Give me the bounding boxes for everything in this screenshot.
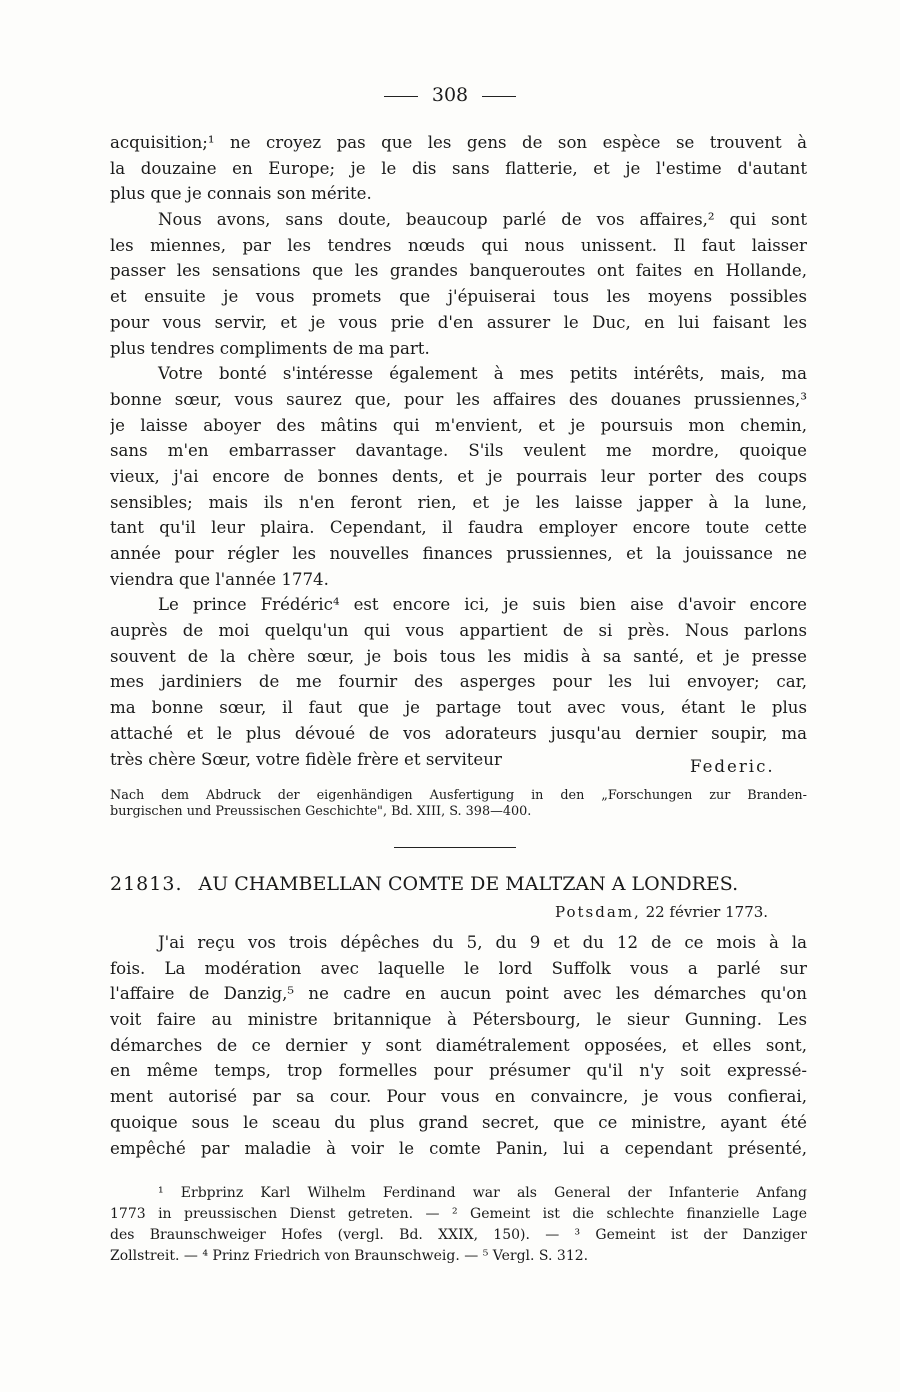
page-number: 308 bbox=[431, 84, 469, 106]
text-line: très chère Sœur, votre fidèle frère et serviteur bbox=[110, 749, 502, 769]
date: 22 février 1773. bbox=[645, 903, 769, 921]
text-line: en même temps, trop formelles pour présumer qu'il n'y soit expressé- bbox=[110, 1061, 807, 1081]
text-line: Votre bonté s'intéresse également à mes petits intérêts, mais, ma bbox=[158, 364, 807, 384]
text-line: les miennes, par les tendres nœuds qui nous unissent. Il faut laisser bbox=[110, 235, 807, 255]
text-line: et ensuite je vous promets que j'épuiserai tous les moyens possibles bbox=[110, 287, 807, 307]
signature: Federic. bbox=[690, 757, 775, 776]
text-line: fois. La modération avec laquelle le lord Suffolk vous a parlé sur bbox=[110, 958, 807, 978]
text-line: sans m'en embarrasser davantage. S'ils veulent me mordre, quoique bbox=[110, 441, 807, 461]
header-dash-right bbox=[482, 96, 516, 97]
page-header bbox=[0, 84, 900, 106]
text-line: ment autorisé par sa cour. Pour vous en convaincre, je vous confierai, bbox=[110, 1087, 807, 1107]
text-line: année pour régler les nouvelles finances prussiennes, et la jouissance ne bbox=[110, 544, 807, 563]
letter1-body bbox=[110, 130, 807, 772]
footnote-line: ¹ Erbprinz Karl Wilhelm Ferdinand war als General der Infanterie Anfang bbox=[158, 1185, 807, 1201]
section-divider bbox=[394, 847, 516, 848]
text-line: quoique sous le sceau du plus grand secret, que ce ministre, ayant été bbox=[110, 1112, 807, 1132]
footnote-line: 1773 in preussischen Dienst getreten. — ² Gemeint ist die schlechte finanzielle Lage bbox=[110, 1206, 807, 1222]
text-line: la douzaine en Europe; je le dis sans flatterie, et je l'estime d'autant bbox=[110, 158, 807, 178]
text-line: Nous avons, sans doute, beaucoup parlé de vos affaires,² qui sont bbox=[158, 210, 807, 230]
letter-heading bbox=[110, 873, 810, 895]
text-line: auprès de moi quelqu'un qui vous appartient de si près. Nous parlons bbox=[110, 621, 807, 641]
header-dash-left bbox=[384, 96, 418, 97]
text-line: viendra que l'année 1774. bbox=[110, 569, 329, 589]
source-note-line: burgischen und Preussischen Geschichte", Bd. XIII, S. 398—400. bbox=[110, 804, 532, 819]
text-line: plus tendres compliments de ma part. bbox=[110, 338, 430, 358]
place: Potsdam, bbox=[555, 903, 641, 921]
text-line: J'ai reçu vos trois dépêches du 5, du 9 et du 12 de ce mois à la bbox=[158, 933, 807, 952]
text-line: démarches de ce dernier y sont diamétralement opposées, et elles sont, bbox=[110, 1035, 807, 1055]
text-line: pour vous servir, et je vous prie d'en assurer le Duc, en lui faisant les bbox=[110, 312, 807, 332]
text-line: ma bonne sœur, il faut que je partage tout avec vous, étant le plus bbox=[110, 698, 807, 718]
letter-number: 21813. bbox=[110, 873, 183, 895]
text-line: plus que je connais son mérite. bbox=[110, 184, 372, 204]
text-line: l'affaire de Danzig,⁵ ne cadre en aucun point avec les démarches qu'on bbox=[110, 984, 807, 1004]
text-line: tant qu'il leur plaira. Cependant, il faudra employer encore toute cette bbox=[110, 518, 807, 538]
footnote-line: Zollstreit. — ⁴ Prinz Friedrich von Braunschweig. — ⁵ Vergl. S. 312. bbox=[110, 1248, 589, 1264]
text-line: mes jardiniers de me fournir des asperges pour les lui envoyer; car, bbox=[110, 672, 807, 692]
text-line: passer les sensations que les grandes banqueroutes ont faites en Hollande, bbox=[110, 261, 807, 281]
text-line: empêché par maladie à voir le comte Panin, lui a cependant présenté, bbox=[110, 1138, 807, 1158]
letter-title: AU CHAMBELLAN COMTE DE MALTZAN A LONDRES. bbox=[198, 873, 739, 895]
footnotes bbox=[110, 1183, 807, 1267]
footnote-line: des Braunschweiger Hofes (vergl. Bd. XXIX, 150). — ³ Gemeint ist der Danziger bbox=[110, 1227, 807, 1243]
text-line: voit faire au ministre britannique à Pétersbourg, le sieur Gunning. Les bbox=[110, 1010, 807, 1030]
place-date bbox=[555, 903, 768, 921]
source-note-line: Nach dem Abdruck der eigenhändigen Ausfertigung in den „Forschungen zur Branden- bbox=[110, 788, 807, 803]
text-line: je laisse aboyer des mâtins qui m'envient, et je poursuis mon chemin, bbox=[110, 415, 807, 435]
text-line: attaché et le plus dévoué de vos adorateurs jusqu'au dernier soupir, ma bbox=[110, 723, 807, 743]
text-line: souvent de la chère sœur, je bois tous les midis à sa santé, et je presse bbox=[110, 646, 807, 666]
source-note bbox=[110, 788, 807, 820]
text-line: acquisition;¹ ne croyez pas que les gens de son espèce se trouvent à bbox=[110, 133, 807, 152]
letter2-body bbox=[110, 930, 807, 1161]
text-line: bonne sœur, vous saurez que, pour les affaires des douanes prussiennes,³ bbox=[110, 389, 807, 409]
text-line: vieux, j'ai encore de bonnes dents, et je pourrais leur porter des coups bbox=[110, 466, 807, 486]
text-line: sensibles; mais ils n'en feront rien, et je les laisse japper à la lune, bbox=[110, 492, 807, 512]
text-line: Le prince Frédéric⁴ est encore ici, je suis bien aise d'avoir encore bbox=[158, 595, 807, 615]
